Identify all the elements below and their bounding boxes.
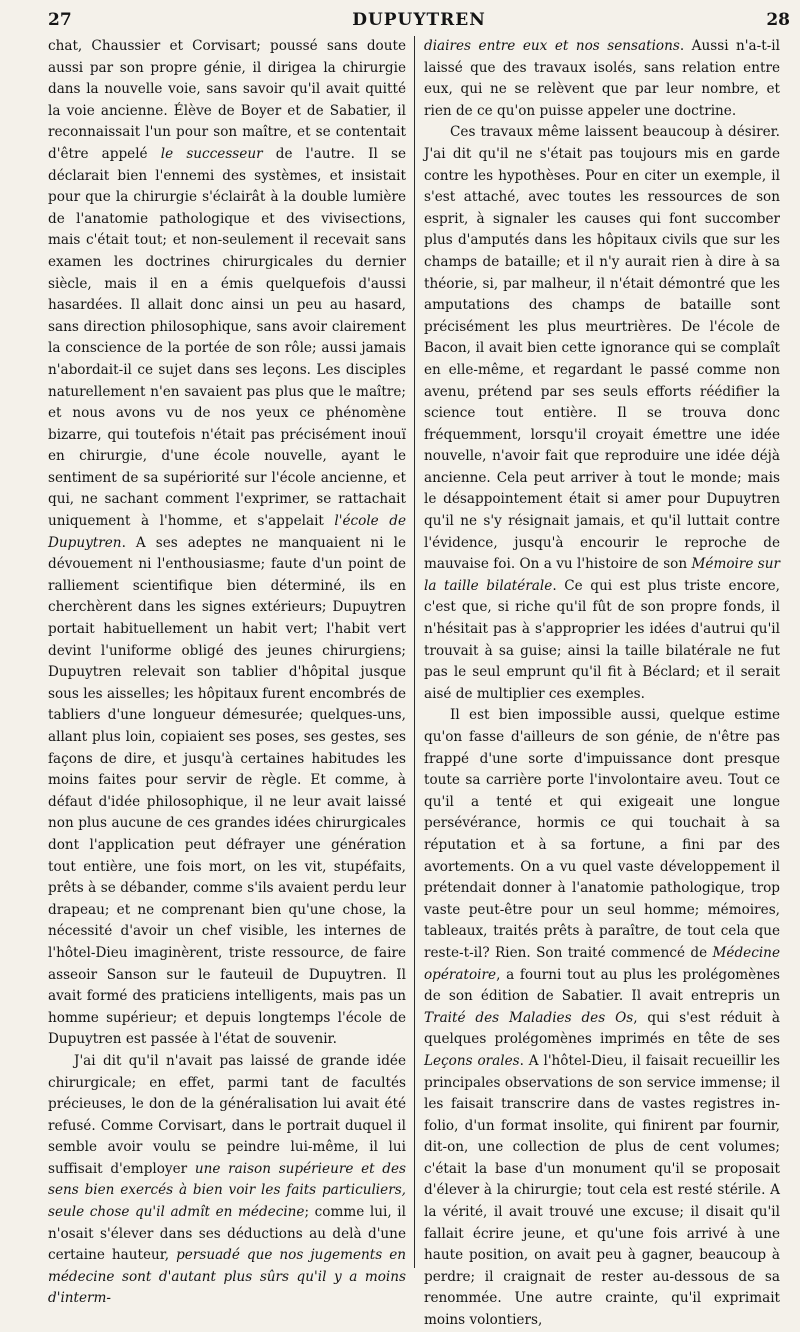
italic-run: persuadé que nos jugements en médecine sont d'autant plus sûrs qu'il y a moins d'interm- [48, 1247, 406, 1307]
text-run: . A l'hôtel-Dieu, il faisait recueillir les principales observations de son service immense; il les faisait transcrire dans de vastes registres in-folio, d'un format insolite, qui finirent par fournir, dit-on, une collection de plus de cent volumes; c'était la base d'un monument qu'il se proposait d'élever à la chirurgie; tout cela est resté stérile. A la vérité, il avait trouvé une excuse; il disait qu'il fallait écrire jeune, et qu'une fois arrivé à une haute position, on avait peu à gagner, beaucoup à perdre; il craignait de rester au-dessous de sa renommée. Une autre crainte, qu'il exprimait moins volontiers, [424, 1052, 781, 1329]
italic-run: Médecine opératoire [424, 944, 780, 983]
text-run: chat, Chaussier et Corvisart; poussé sans doute aussi par son propre génie, il dirigea la chirurgie dans la nouvelle voie, sans savoir qu'il avait quitté la voie ancienne. Élève de Boyer et de Sabatier, il reconnaissait l'un pour son maître, et se contentait d'être appelé [48, 38, 406, 162]
left-paragraph-1 [48, 36, 406, 1051]
text-run: , a fourni tout au plus les prolégomènes de son édition de Sabatier. Il avait entrepris un [424, 966, 780, 1005]
italic-run: Traité des Maladies des Os [424, 1009, 634, 1026]
right-paragraph-1 [424, 36, 780, 122]
text-run: . Aussi n'a-t-il laissé que des travaux isolés, sans relation entre eux, qui ne se relèvent que par leur nombre, et rien de ce qu'on puisse appeler une doctrine. [424, 38, 780, 119]
running-header [48, 10, 790, 34]
text-run: ; comme lui, il n'osait s'élever dans ses déductions au delà d'une certaine hauteur, [48, 1204, 406, 1264]
left-paragraph-2 [48, 1051, 406, 1310]
page-number-left: 27 [48, 10, 72, 30]
italic-run: diaires entre eux et nos sensations [424, 38, 680, 54]
page-number-right: 28 [766, 10, 790, 30]
left-column [48, 36, 406, 1307]
italic-run: le successeur [160, 145, 263, 162]
italic-run: une raison supérieure et des sens bien exercés à bien voir les faits particuliers, seule chose qu'il admît en médecine [48, 1160, 406, 1221]
column-divider [414, 36, 415, 1268]
italic-run: l'école de Dupuytren [48, 513, 406, 551]
text-run: , qui s'est réduit à quelques prolégomènes imprimés en tête de ses [424, 1009, 780, 1048]
text-run: de l'autre. Il se déclarait bien l'ennemi des systèmes, et insistait pour que la chirurgie s'éclairât à la double lumière de l'anatomie pathologique et des vivisections, mais c'était tout; et non-seulement il recevait sans examen les doctrines chirurgicales du dernier siècle, mais il en a émis quelquefois d'aussi hasardées. Il allait donc ainsi un peu au hasard, sans direction philosophique, sans avoir clairement la conscience de la portée de son rôle; aussi jamais n'abordait-il ce sujet dans ses leçons. Les disciples naturellement n'en savaient pas plus que le maître; et nous avons vu de nos yeux ce phénomène bizarre, qui toutefois n'était pas précisément inouï en chirurgie, d'une école nouvelle, ayant le sentiment de sa supériorité sur l'école ancienne, et qui, ne sachant comment l'exprimer, se rattachait uniquement à l'homme, et s'appelait [48, 145, 406, 530]
text-run: . Ce qui est plus triste encore, c'est que, si riche qu'il fût de son propre fonds, il n'hésitait pas à s'approprier les idées d'autrui qu'il trouvait à sa guise; ainsi la taille bilatérale ne fut pas le seul emprunt qu'il fit à Béclard; et il serait aisé de multiplier ces exemples. [424, 577, 780, 702]
italic-run: Leçons orales [424, 1052, 520, 1069]
right-paragraph-3 [424, 705, 780, 1331]
italic-run: Mémoire sur la taille bilatérale [424, 556, 781, 594]
right-paragraph-2 [424, 122, 780, 705]
text-run: Il est bien impossible aussi, quelque estime qu'on fasse d'ailleurs de son génie, de n'être pas frappé d'une sorte d'impuissance dont presque toute sa carrière porte l'involontaire aveu. Tout ce qu'il a tenté et qui exigeait une longue persévérance, hormis ce qui touchait à sa réputation et à sa fortune, a fini par des avortements. On a vu quel vaste développement il prétendait donner à l'anatomie pathologique, trop vaste peut-être pour un seul homme; mémoires, tableaux, traités prêts à paraître, de tout cela que reste-t-il? Rien. Son traité commencé de [424, 707, 780, 961]
text-run: J'ai dit qu'il n'avait pas laissé de grande idée chirurgicale; en effet, parmi tant de facultés précieuses, le don de la généralisation lui avait été refusé. Comme Corvisart, dans le portrait duquel il semble avoir voulu se peindre lui-même, il lui suffisait d'employer [48, 1052, 406, 1177]
text-run: . A ses adeptes ne manquaient ni le dévouement ni l'enthousiasme; faute d'un point de ralliement scientifique bien déterminé, ils en cherchèrent dans les signes extérieurs; Dupuytren portait habituellement un habit vert; l'habit vert devint l'uniforme obligé des jeunes chirurgiens; Dupuytren relevait son tablier d'hôpital jusque sous les aisselles; les hôpitaux furent encombrés de tabliers d'une longueur démesurée; quelques-uns, allant plus loin, copiaient ses poses, ses gestes, ses façons de dire, et jusqu'à certaines habitudes les moins faites pour servir de règle. Et comme, à défaut d'idée philosophique, il ne leur avait laissé non plus aucune de ces grandes idées chirurgicales dont l'application peut défrayer une génération tout entière, une fois mort, on les vit, stupéfaits, prêts à se débander, comme s'ils avaient perdu leur drapeau; et ne comprenant bien qu'une chose, la nécessité d'avoir un chef visible, les internes de l'hôtel-Dieu imaginèrent, triste ressource, de faire asseoir Sanson sur le fauteuil de Dupuytren. Il avait formé des praticiens intelligents, mais pas un homme supérieur; et depuis longtemps l'école de Dupuytren est passée à l'état de souvenir. [48, 534, 406, 1048]
running-title: DUPUYTREN [352, 10, 486, 30]
right-column [424, 36, 781, 1329]
text-run: Ces travaux même laissent beaucoup à désirer. J'ai dit qu'il ne s'était pas toujours mis en garde contre les hypothèses. Pour en citer un exemple, il s'est attaché, avec toutes les ressources de son esprit, à signaler les causes qui font succomber plus d'amputés dans les hôpitaux civils que sur les champs de bataille; et il n'y aurait rien à dire à sa théorie, si, par malheur, il n'était démontré que les amputations des champs de bataille sont précisément les plus meurtrières. De l'école de Bacon, il avait bien cette ignorance qui se complaît en elle-même, et regardant le passé comme non avenu, prétend par ses seuls efforts réédifier la science tout entière. Il se trouva donc fréquemment, lorsqu'il croyait émettre une idée nouvelle, n'avoir fait que reproduire une idée déjà ancienne. Cela peut arriver à tout le monde; mais le désappointement était si amer pour Dupuytren qu'il ne s'y résignait jamais, et qu'il luttait contre l'évidence, jusqu'à encourir le reproche de mauvaise foi. On a vu l'histoire de son [424, 124, 780, 573]
